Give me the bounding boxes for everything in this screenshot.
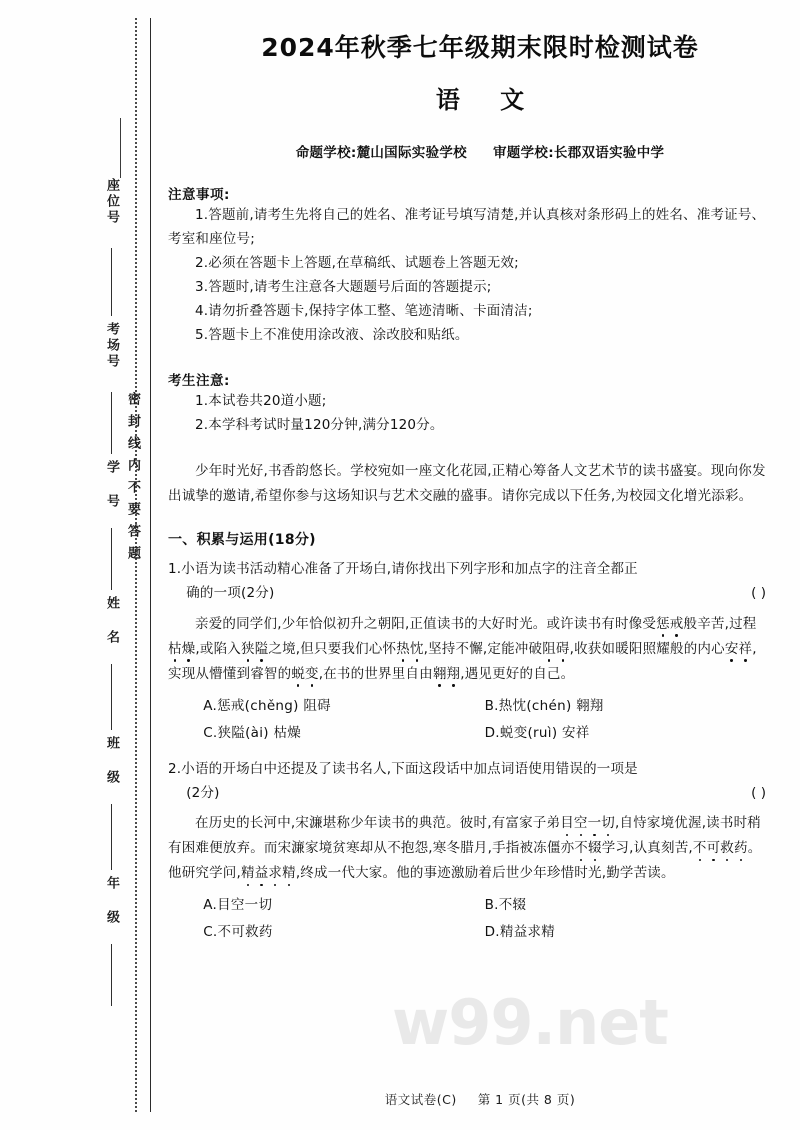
seal-field-rule-room (111, 392, 112, 454)
emphasis-char: 求 (268, 865, 283, 882)
site-watermark: w99.net (392, 986, 668, 1059)
question-passage: 在历史的长河中,宋濂堪称少年读书的典范。彼时,有富家子弟目空一切,自恃家境优渥,读书时稍有困难便放弃。而宋濂家境贫寒却从不抱怨,寒冬腊月,手指被冻僵亦不辍学习,认真刻苦,不可救药。他研究学问,精益求精,终成一代大家。他的事迹激励着后世少年珍惜时光,勤学苦读。 (168, 815, 762, 882)
seal-field-rule-class (111, 804, 112, 870)
footer-paper-name: 语文试卷(C) (384, 1092, 457, 1107)
notice-item: 1.答题前,请考生先将自己的姓名、准考证号填写清楚,并认真核对条形码上的姓名、准考证号、考室和座位号; (168, 207, 766, 248)
question-item (168, 757, 766, 947)
seal-inner-rule-top (120, 118, 121, 178)
option-text: 精益求精 (499, 924, 556, 941)
question-item (168, 557, 766, 747)
notice-item: 3.答题时,请考生注意各大题题号后面的答题提示; (195, 279, 492, 296)
paper-body (160, 0, 800, 1130)
seal-field-name: 姓 名 (104, 596, 119, 646)
footer-page-info: 第 1 页(共 8 页) (477, 1092, 576, 1107)
answer-bracket: ( ) (751, 585, 766, 602)
emphasis-char: 目 (560, 815, 574, 832)
emphasis-char: 枯 (168, 640, 182, 657)
question-stem-line1: 小语为读书活动精心准备了开场白,请你找出下列字形和加点字的注音全都正 (181, 561, 638, 578)
seal-field-rule-seat (111, 248, 112, 316)
option-d[interactable] (485, 919, 766, 946)
page-title: 2024年秋季七年级期末限时检测试卷 (261, 33, 699, 62)
seal-field-seat-number: 座位号 (104, 178, 119, 226)
emphasis-char: 忱 (409, 640, 424, 657)
question-stem-line1: 小语的开场白中还提及了读书名人,下面这段话中加点词语使用错误的一项是 (181, 760, 638, 777)
candidate-notes-block (160, 369, 800, 437)
subject-title: 语 文 (435, 86, 541, 114)
emphasis-char: 精 (282, 865, 296, 882)
option-key: B. (484, 697, 499, 714)
emphasis-char: 变 (305, 665, 319, 682)
emphasis-char: 切 (601, 815, 615, 832)
seal-field-student-number: 学 号 (104, 460, 119, 510)
option-c[interactable] (203, 720, 484, 747)
option-key: A. (203, 697, 218, 714)
emphasis-char: 碍 (555, 640, 570, 657)
notice-item: 2.必须在答题卡上答题,在草稿纸、试题卷上答题无效; (195, 255, 519, 272)
option-b[interactable] (485, 693, 766, 720)
option-key: A. (203, 897, 218, 914)
emphasis-char: 一 (587, 815, 602, 832)
option-a[interactable] (203, 693, 484, 720)
seal-outer-rule (150, 18, 151, 1112)
question-number: 1. (168, 561, 182, 578)
emphasis-char: 热 (396, 640, 410, 657)
setter-school-label: 命题学校:麓山国际实验学校 (295, 145, 467, 161)
question-number: 2. (168, 760, 182, 777)
question-stem (168, 557, 766, 606)
option-text: 不可救药 (217, 924, 273, 941)
option-key: C. (203, 924, 218, 941)
seal-field-class: 班 级 (104, 736, 119, 786)
intro-block (160, 459, 800, 509)
question-options (168, 892, 766, 946)
emphasis-char: 蜕 (291, 665, 306, 682)
seal-field-rule-name (111, 664, 112, 730)
option-key: D. (484, 724, 500, 741)
notices-block (160, 183, 800, 347)
notice-item: 4.请勿折叠答题卡,保持字体工整、笔迹清晰、卡面清洁; (195, 303, 533, 320)
emphasis-char: 安 (724, 640, 739, 657)
candidate-note-item: 1.本试卷共20道小题; (195, 393, 327, 410)
seal-field-grade: 年 级 (104, 876, 119, 926)
seal-field-exam-room: 考场号 (104, 322, 119, 370)
notice-item: 5.答题卡上不准使用涂改液、涂改胶和贴纸。 (195, 327, 469, 344)
section-title: 一、积累与运用(18分) (168, 532, 316, 549)
candidate-notes-heading: 考生注意: (168, 373, 230, 390)
option-c[interactable] (203, 919, 484, 946)
option-a[interactable] (203, 892, 484, 919)
option-key: B. (484, 897, 499, 914)
intro-paragraph: 少年时光好,书香韵悠长。学校宛如一座文化花园,正精心筹备人文艺术节的读书盛宴。现向你发出诚挚的邀请,希望你参与这场知识与艺术交融的盛事。请你完成以下任务,为校园文化增光添彩。 (168, 463, 766, 505)
emphasis-char: 救 (720, 840, 734, 857)
option-text: 热忱(chén) 翱翔 (498, 697, 604, 714)
seal-field-rule-grade (111, 944, 112, 1006)
option-row (203, 892, 766, 919)
emphasis-char: 戒 (669, 615, 684, 632)
emphasis-char: 不 (692, 840, 707, 857)
seal-line-text: 密封线内不要答题 (125, 392, 140, 568)
emphasis-char: 药 (734, 840, 748, 857)
emphasis-char: 空 (573, 815, 588, 832)
question-stem-line2 (186, 781, 766, 805)
emphasis-char: 阻 (542, 640, 556, 657)
sealing-line-area (0, 0, 160, 1130)
option-b[interactable] (485, 892, 766, 919)
emphasis-char: 可 (706, 840, 721, 857)
emphasis-char: 隘 (254, 640, 269, 657)
question-options (168, 693, 766, 747)
section-block (160, 529, 800, 946)
question-passage: 亲爱的同学们,少年恰似初升之朝阳,正值读书的大好时光。或许读书有时像受惩戒般辛苦,过程枯燥,或陷入狭隘之境,但只要我们心怀热忱,坚持不懈,定能冲破阻碍,收获如暖阳照耀般的内心安祥,实现从懵懂到睿智的蜕变,在书的世界里自由翱翔,遇见更好的自己。 (168, 615, 757, 682)
seal-field-rule-student (111, 528, 112, 590)
question-stem-line2 (186, 581, 766, 605)
emphasis-char: 益 (254, 865, 269, 882)
option-key: D. (484, 924, 500, 941)
emphasis-char: 祥 (738, 640, 753, 657)
emphasis-char: 翱 (432, 665, 447, 682)
notices-heading: 注意事项: (168, 187, 230, 203)
emphasis-char: 燥 (181, 640, 196, 657)
question-stem (168, 757, 766, 806)
option-text: 目空一切 (217, 897, 273, 914)
option-text: 狭隘(ài) 枯燥 (217, 724, 302, 741)
option-text: 惩戒(chěng) 阻碍 (217, 697, 331, 714)
option-key: C. (203, 724, 218, 741)
option-d[interactable] (485, 720, 766, 747)
option-row (203, 919, 766, 946)
emphasis-char: 不 (574, 840, 588, 857)
page-footer (160, 1090, 800, 1108)
candidate-note-item: 2.本学科考试时量120分钟,满分120分。 (195, 417, 444, 434)
school-credits (160, 141, 800, 161)
emphasis-char: 惩 (656, 615, 670, 632)
option-row (203, 720, 766, 747)
emphasis-char: 狭 (241, 640, 255, 657)
option-row (203, 693, 766, 720)
emphasis-char: 辍 (588, 840, 602, 857)
question-stem-line2-text: 确的一项(2分) (186, 585, 275, 602)
emphasis-char: 翔 (446, 665, 461, 682)
reviewer-school-label: 审题学校:长郡双语实验中学 (493, 145, 665, 161)
question-stem-line2-text: (2分) (186, 784, 220, 801)
option-text: 蜕变(ruì) 安祥 (499, 724, 590, 741)
answer-bracket: ( ) (751, 784, 766, 801)
emphasis-char: 精 (241, 865, 255, 882)
option-text: 不辍 (498, 897, 527, 914)
